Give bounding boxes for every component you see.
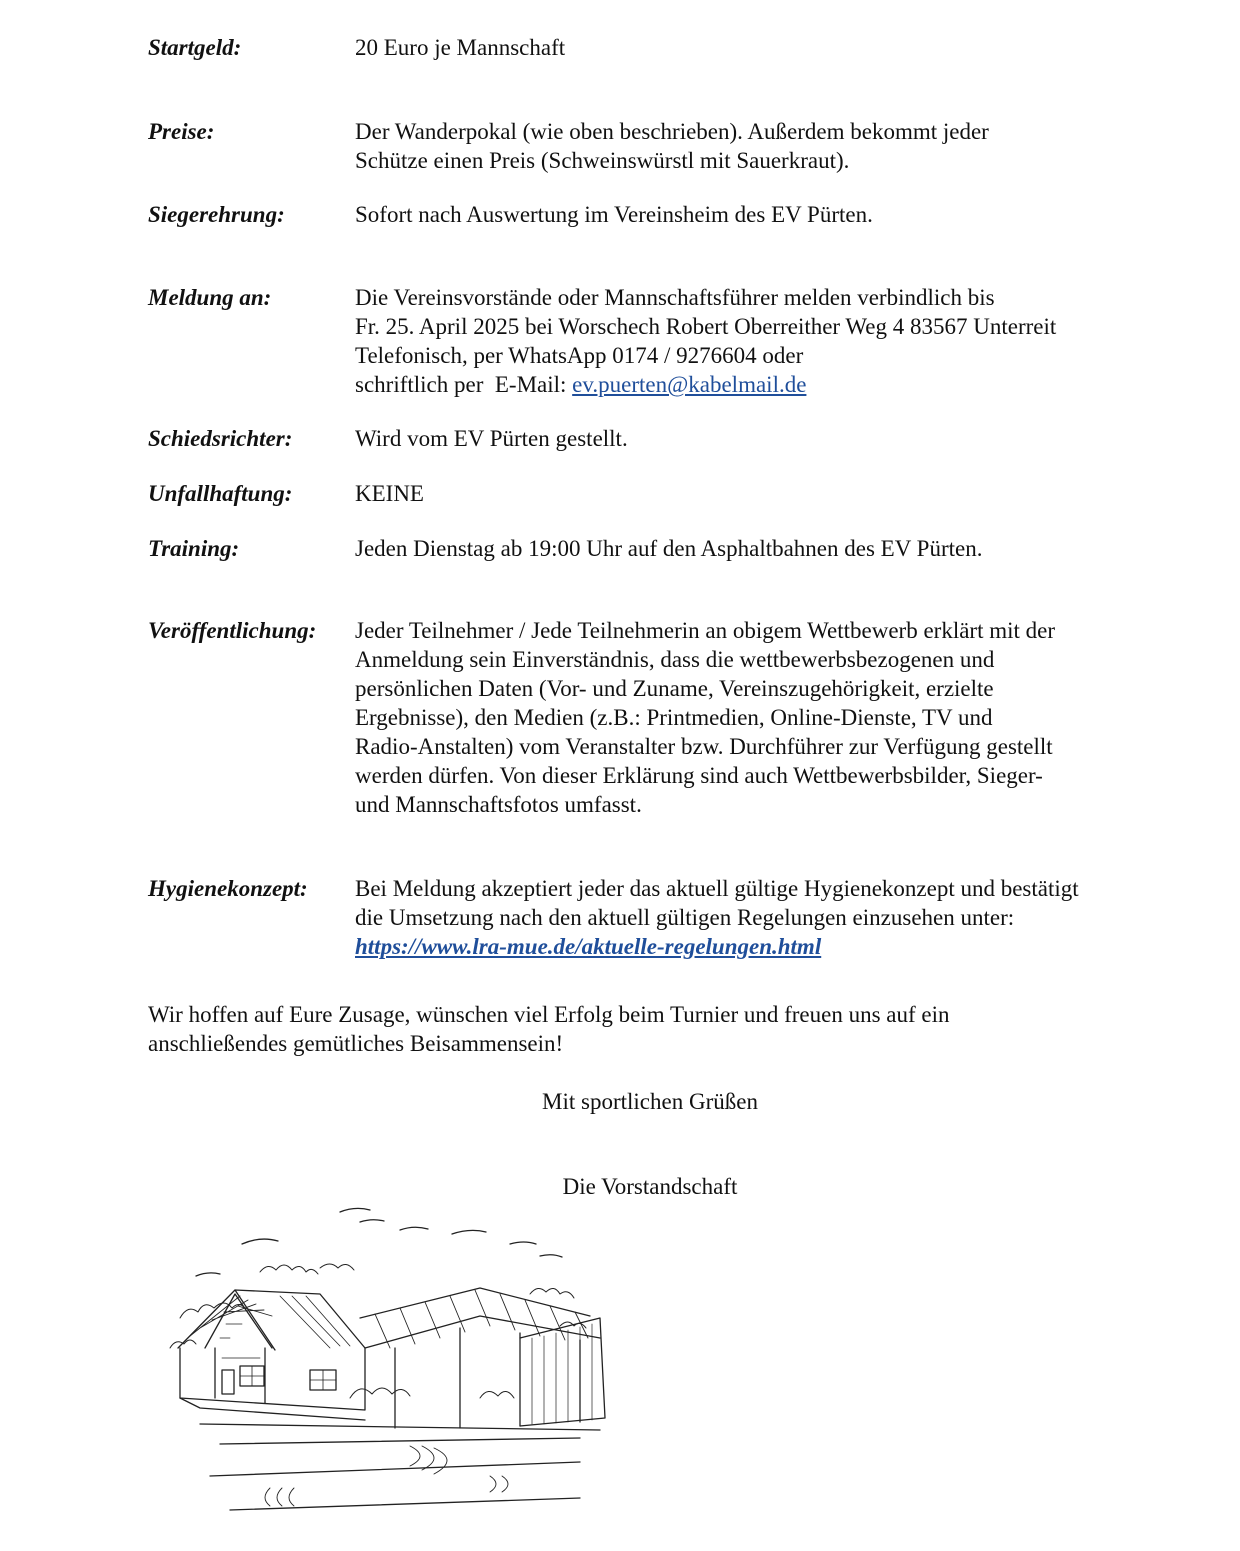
email-line: [355, 370, 1155, 399]
entry-label: Hygienekonzept:: [148, 876, 308, 901]
entry-label: Schiedsrichter:: [148, 426, 293, 451]
entry-value: [355, 117, 1155, 175]
entry-line: Anmeldung sein Einverständnis, dass die wettbewerbsbezogenen und: [355, 647, 995, 672]
entry-value: [355, 33, 1155, 62]
entry-value: [355, 424, 1155, 453]
closing-line: Wir hoffen auf Eure Zusage, wünschen viel Erfolg beim Turnier und freuen uns auf ein: [148, 1002, 950, 1027]
email-link[interactable]: ev.puerten@kabelmail.de: [572, 372, 807, 397]
entry-line: Bei Meldung akzeptiert jeder das aktuell gültige Hygienekonzept und bestätigt: [355, 876, 1079, 901]
entry-value: [355, 200, 1155, 229]
entry-line: Ergebnisse), den Medien (z.B.: Printmedien, Online-Dienste, TV und: [355, 705, 993, 730]
signature: Die Vorstandschaft: [562, 1174, 738, 1199]
email-prefix: schriftlich per E-Mail:: [355, 372, 573, 397]
entry-line: Die Vereinsvorstände oder Mannschaftsführer melden verbindlich bis: [355, 285, 995, 310]
entry-label: Startgeld:: [148, 35, 242, 60]
closing-line: anschließendes gemütliches Beisammensein!: [148, 1031, 564, 1056]
entry-line: Schütze einen Preis (Schweinswürstl mit Sauerkraut).: [355, 148, 850, 173]
entry-value: [355, 283, 1155, 399]
closing-paragraph: [148, 1000, 1108, 1058]
entry-line: werden dürfen. Von dieser Erklärung sind auch Wettbewerbsbilder, Sieger-: [355, 763, 1043, 788]
entry-line: KEINE: [355, 481, 424, 506]
entry-label: Siegerehrung:: [148, 202, 285, 227]
entry-label: Meldung an:: [148, 285, 272, 310]
entry-line: Jeden Dienstag ab 19:00 Uhr auf den Asphaltbahnen des EV Pürten.: [355, 536, 983, 561]
entry-line: persönlichen Daten (Vor- und Zuname, Vereinszugehörigkeit, erzielte: [355, 676, 994, 701]
entry-label: Preise:: [148, 119, 215, 144]
entry-line: Radio-Anstalten) vom Veranstalter bzw. Durchführer zur Verfügung gestellt: [355, 734, 1053, 759]
entry-value: [355, 479, 1155, 508]
greeting: Mit sportlichen Grüßen: [542, 1089, 758, 1114]
entry-value: [355, 616, 1155, 819]
entry-value: [355, 874, 1155, 961]
entry-line: Sofort nach Auswertung im Vereinsheim des EV Pürten.: [355, 202, 873, 227]
entry-label: Unfallhaftung:: [148, 481, 293, 506]
clubhouse-sketch-icon: [160, 1198, 620, 1528]
entry-line: die Umsetzung nach den aktuell gültigen Regelungen einzusehen unter:: [355, 905, 1015, 930]
entry-value: [355, 534, 1155, 563]
entry-line: Telefonisch, per WhatsApp 0174 / 9276604 oder: [355, 343, 804, 368]
entry-line: und Mannschaftsfotos umfasst.: [355, 792, 642, 817]
entry-line: 20 Euro je Mannschaft: [355, 35, 566, 60]
entry-label: Training:: [148, 536, 240, 561]
entry-label: Veröffentlichung:: [148, 618, 317, 643]
entry-line: Wird vom EV Pürten gestellt.: [355, 426, 628, 451]
entry-line: Jeder Teilnehmer / Jede Teilnehmerin an obigem Wettbewerb erklärt mit der: [355, 618, 1056, 643]
entry-line: Der Wanderpokal (wie oben beschrieben). Außerdem bekommt jeder: [355, 119, 989, 144]
entry-line: Fr. 25. April 2025 bei Worschech Robert Oberreither Weg 4 83567 Unterreit: [355, 314, 1057, 339]
regulations-link[interactable]: https://www.lra-mue.de/aktuelle-regelungen.html: [355, 934, 822, 959]
